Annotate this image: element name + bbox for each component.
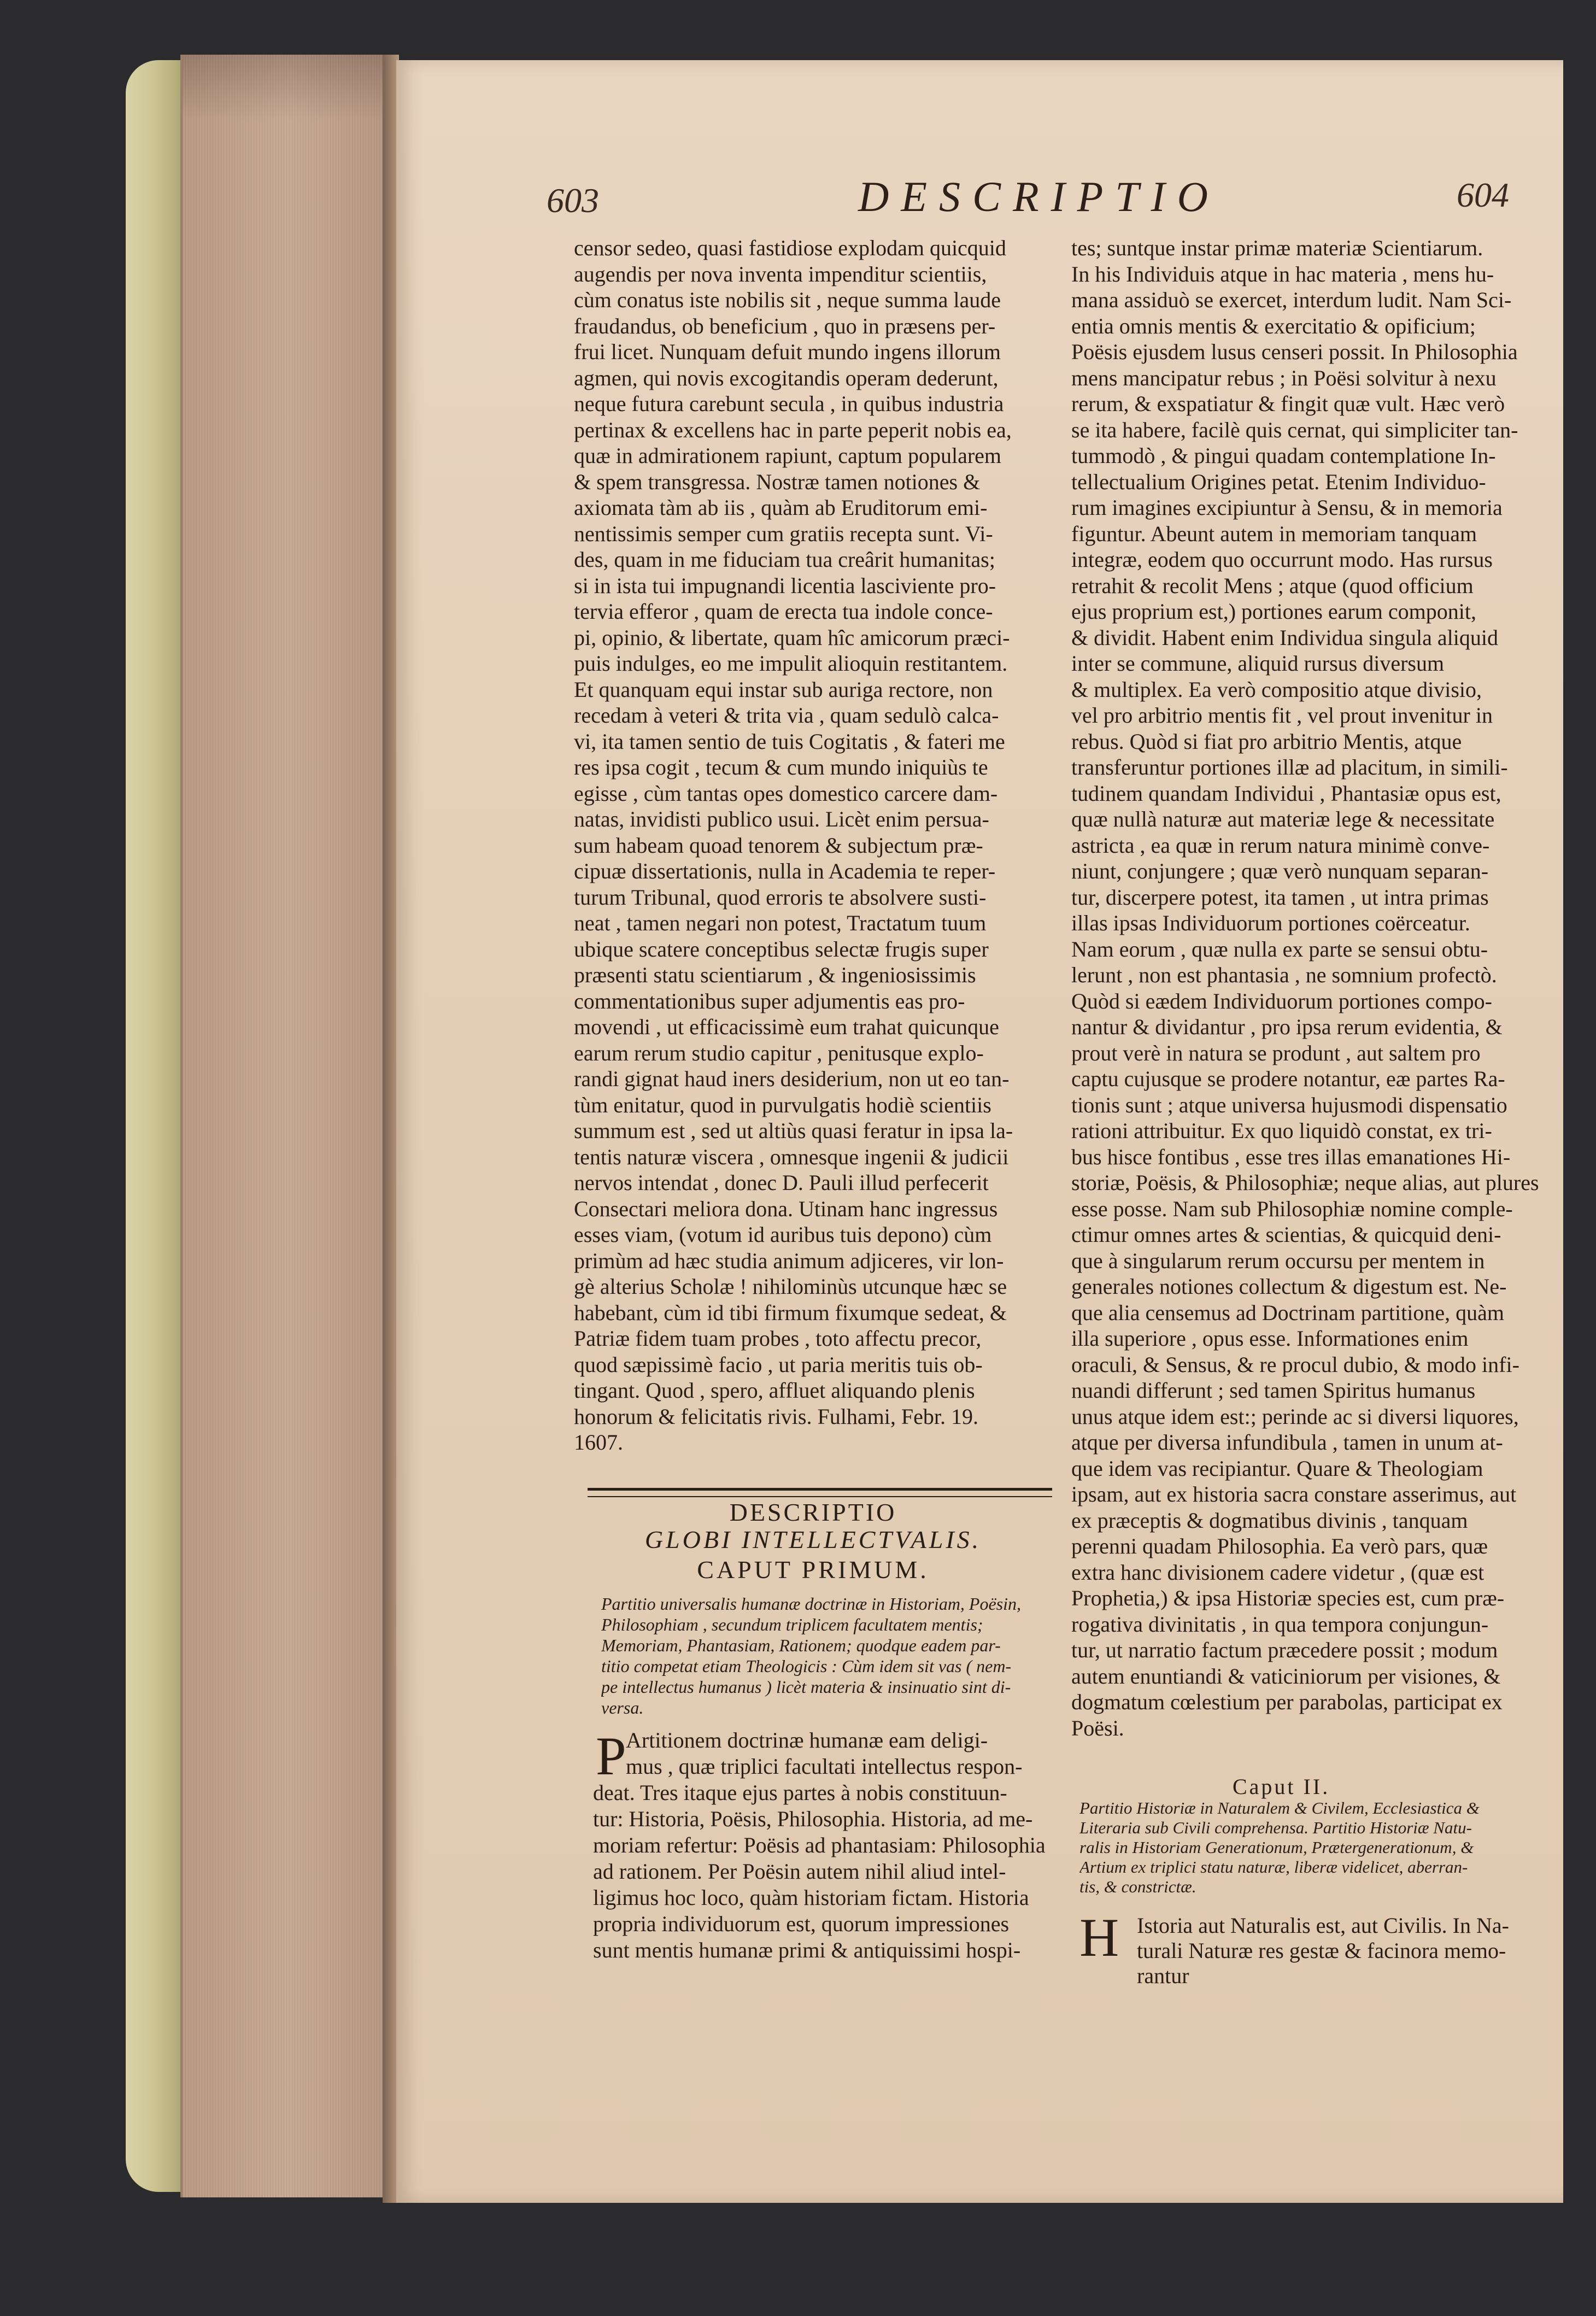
text-line: Prophetia,) & ipsa Historiæ species est, cum præ-	[1071, 1586, 1505, 1610]
vellum-binding	[126, 60, 186, 2192]
text-line: generales notiones collectum & digestum est. Ne-	[1071, 1274, 1507, 1299]
text-line: propria individuorum est, quorum impressiones	[593, 1912, 1010, 1936]
background-edge	[1563, 0, 1596, 2316]
text-line: si in ista tui impugnandi licentia lasciviente pro-	[574, 573, 996, 598]
summary-line: Memoriam, Phantasiam, Rationem; quodque eadem par-	[601, 1635, 1001, 1655]
text-line: præsenti statu scientiarum , & ingeniosissimis	[574, 963, 976, 987]
text-line: illa superiore , opus esse. Informationes enim	[1071, 1326, 1469, 1351]
text-line: nervos intendat , donec D. Pauli illud perfecerit	[574, 1170, 989, 1195]
text-line: Artitionem doctrinæ humanæ eam deligi-	[626, 1728, 988, 1752]
text-line: vel pro arbitrio mentis fit , vel prout invenitur in	[1071, 703, 1493, 728]
text-line: mana assiduò se exercet, interdum ludit. Nam Sci-	[1071, 288, 1512, 312]
text-line: que alia censemus ad Doctrinam partitione, quàm	[1071, 1300, 1504, 1325]
text-line: tervia efferor , quam de erecta tua indole conce-	[574, 599, 993, 624]
text-line: rantur	[1137, 1963, 1189, 1988]
text-line: astricta , ea quæ in rerum natura minimè conve-	[1071, 832, 1490, 858]
text-line: ctimur omnes artes & scientias, & quicquid deni-	[1071, 1222, 1501, 1247]
summary-line: Artium ex triplici statu naturæ, liberæ videlicet, aberran-	[1079, 1857, 1468, 1877]
text-line: res ipsa cogit , tecum & cum mundo iniquiùs te	[574, 755, 988, 779]
text-line: cipuæ dissertationis, nulla in Academia te reper-	[574, 859, 996, 883]
drop-cap: P	[596, 1726, 626, 1786]
text-line: moriam refertur: Poësis ad phantasiam: Philosophia	[593, 1833, 1046, 1857]
text-line: augendis per nova inventa impenditur scientiis,	[574, 261, 987, 286]
summary-line: versa.	[601, 1698, 644, 1717]
summary-line: pe intellectus humanus ) licèt materia & insinuatio sint di-	[601, 1677, 1011, 1697]
text-line: oraculi, & Sensus, & re procul dubio, & modo infi-	[1071, 1352, 1519, 1377]
section-title: DESCRIPTIO	[729, 1498, 897, 1526]
text-line: mus , quæ triplici facultati intellectus respon-	[626, 1754, 1023, 1779]
text-line: Istoria aut Naturalis est, aut Civilis. In Na-	[1137, 1913, 1509, 1938]
text-line: axiomata tàm ab iis , quàm ab Eruditorum emi-	[574, 495, 988, 520]
text-line: dogmatum cœlestium per parabolas, participat ex	[1071, 1690, 1503, 1714]
text-line: retrahit & recolit Mens ; atque (quod officium	[1071, 573, 1474, 598]
text-line: nentissimis semper cum gratiis recepta sunt. Vi-	[574, 521, 993, 546]
text-line: recedam à veteri & trita via , quam sedulò calca-	[574, 703, 999, 728]
text-line: vi, ita tamen sentio de tuis Cogitatis , & fateri me	[574, 729, 1005, 754]
text-line: natas, invidisti publico usui. Licèt enim persua-	[574, 807, 989, 831]
page-edges	[180, 55, 397, 2197]
text-line: tes; suntque instar primæ materiæ Scientiarum.	[1071, 236, 1483, 260]
text-line: sunt mentis humanæ primi & antiquissimi hospi-	[593, 1938, 1021, 1962]
text-line: tùm enitatur, quod in purvulgatis hodiè scientiis	[574, 1092, 991, 1117]
chapter-2-summary	[1079, 1798, 1544, 1897]
text-line: turum Tribunal, quod erroris te absolvere susti-	[574, 884, 987, 910]
right-column-text	[1071, 235, 1541, 1741]
text-line: habebant, cùm id tibi firmum fixumque sedeat, &	[574, 1300, 1007, 1325]
text-line: quæ in admirationem rapiunt, captum popularem	[574, 443, 1002, 468]
text-line: Poësis ejusdem lusus censeri possit. In Philosophia	[1071, 339, 1518, 364]
chapter-2-heading: Caput II.	[1233, 1774, 1330, 1799]
text-line: que à singularum rerum occursu per mentem in	[1071, 1248, 1485, 1273]
text-line: sum habeam quoad tenorem & subjectum præ-	[574, 832, 983, 858]
summary-line: Partitio universalis humanæ doctrinæ in Historiam, Poësin,	[601, 1594, 1022, 1614]
text-line: puis indulges, eo me impulit alioquin restitantem.	[574, 651, 1008, 676]
text-line: & spem transgressa. Nostræ tamen notiones &	[574, 469, 981, 494]
summary-line: ralis in Historiam Generationum, Prætergenerationum, &	[1079, 1838, 1474, 1857]
text-line: tur, ut narratio factum præcedere possit ; modum	[1071, 1638, 1498, 1662]
section-subtitle: GLOBI INTELLECTVALIS.	[644, 1526, 982, 1553]
text-line: tentis naturæ viscera , omnesque ingenii & judicii	[574, 1144, 1009, 1169]
text-line: lerunt , non est phantasia , ne somnium profectò.	[1071, 963, 1497, 987]
text-line: gè alterius Scholæ ! nihilominùs utcunque hæc se	[574, 1274, 1007, 1299]
text-line: atque per diversa infundibula , tamen in unum at-	[1071, 1430, 1503, 1455]
text-line: 1607.	[574, 1430, 623, 1455]
text-line: tellectualium Origines petat. Etenim Individuo-	[1071, 469, 1486, 494]
text-line: figuntur. Abeunt autem in memoriam tanquam	[1071, 521, 1477, 546]
text-line: autem enuntiandi & vaticiniorum per visiones, &	[1071, 1663, 1501, 1688]
chapter-summary	[601, 1593, 1049, 1718]
text-line: ligimus hoc loco, quàm historiam fictam. Historia	[593, 1885, 1029, 1910]
text-line: esse posse. Nam sub Philosophiæ nomine comple-	[1071, 1196, 1513, 1221]
text-line: extra hanc divisionem cadere videtur , (quæ est	[1071, 1559, 1484, 1585]
text-line: fraudandus, ob beneficium , quo in præsens per-	[574, 313, 996, 338]
right-page-number: 604	[1457, 175, 1509, 214]
text-line: prout verè in natura se produnt , aut saltem pro	[1071, 1040, 1481, 1065]
text-line: Quòd si eædem Individuorum portiones compo-	[1071, 988, 1492, 1013]
text-line: nantur & dividantur , pro ipsa rerum evidentia, &	[1071, 1015, 1503, 1039]
text-line: Consectari meliora dona. Utinam hanc ingressus	[574, 1196, 998, 1221]
text-line: randi gignat haud iners desiderium, non ut eo tan-	[574, 1066, 1010, 1091]
text-line: tur, discerpere potest, ita tamen , ut intra primas	[1071, 884, 1489, 910]
summary-line: Philosophiam , secundum triplicem facultatem mentis;	[601, 1615, 983, 1634]
text-line: rogativa divinitatis , in qua tempora conjungun-	[1071, 1611, 1489, 1637]
text-line: des, quam in me fiduciam tua creârit humanitas;	[574, 547, 995, 572]
text-line: ubique scatere conceptibus selectæ frugis super	[574, 936, 989, 961]
text-line: captu cujusque se prodere notantur, eæ partes Ra-	[1071, 1066, 1505, 1091]
text-line: tudinem quandam Individui , Phantasiæ opus est,	[1071, 781, 1501, 806]
running-title: DESCRIPTIO	[858, 173, 1220, 220]
summary-line: Literaria sub Civili comprehensa. Partitio Historiæ Natu-	[1079, 1818, 1472, 1837]
text-line: ipsam, aut ex historia sacra constare asserimus, aut	[1071, 1482, 1517, 1506]
text-line: tionis sunt ; atque universa hujusmodi dispensatio	[1071, 1092, 1507, 1117]
text-line: cùm conatus iste nobilis sit , neque summa laude	[574, 288, 1001, 312]
text-line: & dividit. Habent enim Individua singula aliquid	[1071, 625, 1498, 650]
summary-line: Partitio Historiæ in Naturalem & Civilem, Ecclesiastica &	[1079, 1798, 1480, 1817]
text-line: rerum, & exspatiatur & fingit quæ vult. Hæc verò	[1071, 391, 1505, 416]
text-line: perenni quadam Philosophia. Ea verò pars, quæ	[1071, 1534, 1488, 1558]
text-line: rationi attribuitur. Ex quo liquidò constat, ex tri-	[1071, 1118, 1492, 1143]
text-line: tingant. Quod , spero, affluet aliquando plenis	[574, 1378, 975, 1403]
text-line: storiæ, Poësis, & Philosophiæ; neque alias, aut plures	[1071, 1170, 1539, 1195]
text-line: Poësi.	[1071, 1715, 1124, 1740]
text-line: In his Individuis atque in hac materia , mens hu-	[1071, 261, 1494, 286]
summary-line: tis, & constrictæ.	[1079, 1877, 1196, 1896]
drop-cap-2: H	[1079, 1907, 1119, 1968]
text-line: rebus. Quòd si fiat pro arbitrio Mentis, atque	[1071, 729, 1462, 754]
text-line: illas ipsas Individuorum portiones coërceatur.	[1071, 911, 1470, 935]
text-line: bus hisce fontibus , esse tres illas emanationes Hi-	[1071, 1144, 1511, 1169]
text-line: honorum & felicitatis rivis. Fulhami, Febr. 19.	[574, 1404, 978, 1429]
text-line: ejus proprium est,) portiones earum componit,	[1071, 599, 1476, 624]
text-line: se ita habere, facilè quis cernat, qui simpliciter tan-	[1071, 417, 1518, 442]
text-line: agmen, qui novis excogitandis operam dederunt,	[574, 365, 999, 390]
text-line: transferuntur portiones illæ ad placitum, in simili-	[1071, 755, 1508, 779]
text-line: Et quanquam equi instar sub auriga rectore, non	[574, 677, 993, 702]
text-line: censor sedeo, quasi fastidiose explodam quicquid	[574, 236, 1006, 260]
text-line: earum rerum studio capitur , penitusque explo-	[574, 1040, 984, 1065]
text-line: deat. Tres itaque ejus partes à nobis constituun-	[593, 1780, 1007, 1805]
text-line: turali Naturæ res gestæ & facinora memo-	[1137, 1938, 1506, 1963]
text-line: quod sæpissimè facio , ut paria meritis tuis ob-	[574, 1352, 983, 1377]
text-line: pertinax & excellens hac in parte peperit nobis ea,	[574, 417, 1012, 442]
text-line: inter se commune, aliquid rursus diversum	[1071, 651, 1445, 676]
summary-line: titio competat etiam Theologicis : Cùm idem sit vas ( nem-	[601, 1656, 1012, 1676]
chapter-heading: CAPUT PRIMUM.	[697, 1556, 929, 1584]
text-line: Nam eorum , quæ nulla ex parte se sensui obtu-	[1071, 936, 1488, 961]
text-line: mens mancipatur rebus ; in Poësi solvitur à nexu	[1071, 365, 1497, 390]
text-line: quæ nullà naturæ aut materiæ lege & necessitate	[1071, 807, 1495, 831]
text-line: tur: Historia, Poësis, Philosophia. Historia, ad me-	[593, 1807, 1033, 1831]
text-line: commentationibus super adjumentis eas pro-	[574, 988, 965, 1013]
text-line: unus atque idem est:; perinde ac si diversi liquores,	[1071, 1404, 1519, 1429]
left-page-number: 603	[547, 181, 599, 220]
text-line: tummodò , & pingui quadam contemplatione In-	[1071, 443, 1496, 468]
section-rule	[588, 1488, 1052, 1497]
text-line: Patriæ fidem tuam probes , toto affectu precor,	[574, 1326, 982, 1351]
text-line: movendi , ut efficacissimè eum trahat quicunque	[574, 1015, 999, 1039]
text-line: frui licet. Nunquam defuit mundo ingens illorum	[574, 339, 1001, 364]
text-line: integræ, eodem quo occurrunt modo. Has rursus	[1071, 547, 1493, 572]
text-line: esses viam, (votum id auribus tuis depono) cùm	[574, 1222, 992, 1247]
text-line: niunt, conjungere ; quæ verò nunquam separan-	[1071, 859, 1489, 883]
text-line: primùm ad hæc studia animum adjiceres, vir lon-	[574, 1248, 1004, 1273]
text-line: & multiplex. Ea verò compositio atque divisio,	[1071, 677, 1482, 702]
text-line: que idem vas recipiantur. Quare & Theologiam	[1071, 1456, 1483, 1481]
text-line: ex præceptis & dogmatibus divinis , tanquam	[1071, 1508, 1468, 1533]
chapter-2-body	[1137, 1913, 1547, 1989]
text-line: pi, opinio, & libertate, quam hîc amicorum præci-	[574, 625, 1010, 650]
text-line: ad rationem. Per Poësin autem nihil aliud intel-	[593, 1859, 1006, 1884]
chapter-body	[593, 1727, 1052, 1963]
text-line: rum imagines excipiuntur à Sensu, & in memoria	[1071, 495, 1503, 520]
text-line: egisse , cùm tantas opes domestico carcere dam-	[574, 781, 998, 806]
text-line: nuandi differunt ; sed tamen Spiritus humanus	[1071, 1378, 1476, 1403]
left-column-text	[574, 235, 1052, 1456]
text-line: neat , tamen negari non potest, Tractatum tuum	[574, 911, 987, 935]
text-line: neque futura carebunt secula , in quibus industria	[574, 391, 1004, 416]
text-line: entia omnis mentis & exercitatio & opificium;	[1071, 313, 1476, 338]
text-line: summum est , sed ut altiùs quasi feratur in ipsa la-	[574, 1118, 1013, 1143]
